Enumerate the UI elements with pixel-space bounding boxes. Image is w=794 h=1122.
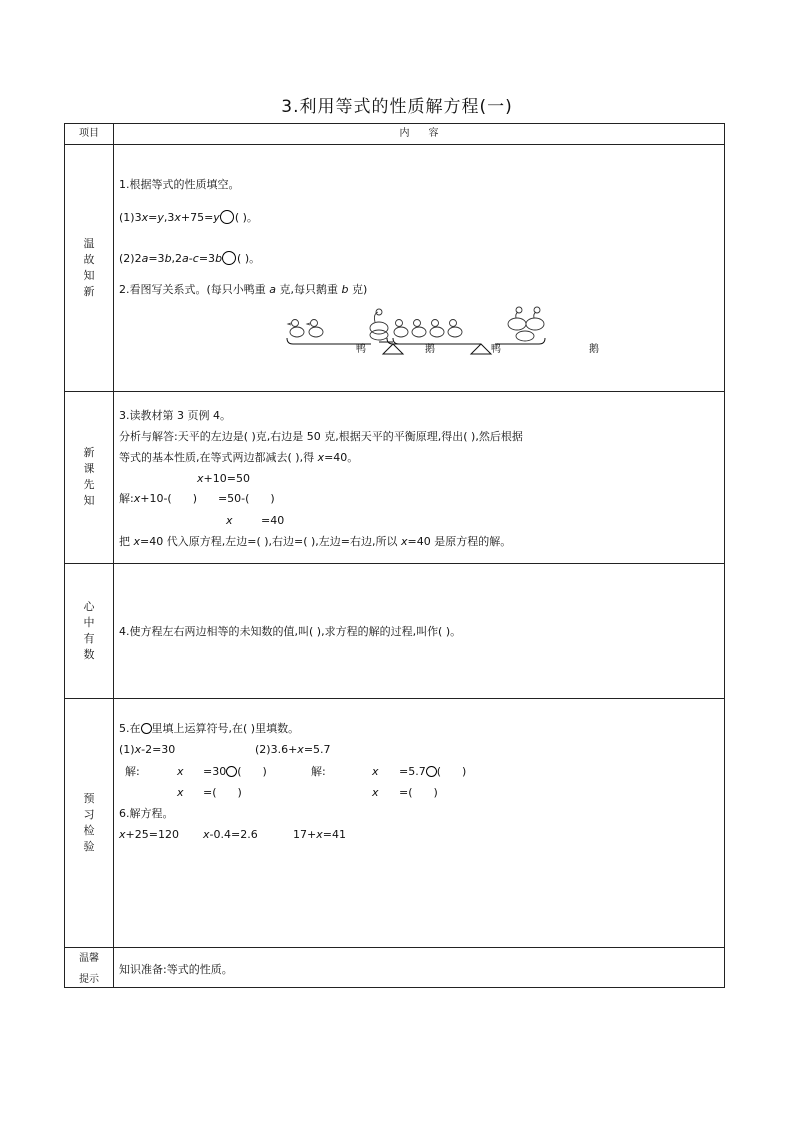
equation-line1: x+10=50 — [197, 472, 250, 485]
q5-p1-row2: =( ) — [203, 786, 242, 799]
row-divider — [65, 563, 724, 564]
duck-icon — [394, 320, 408, 338]
label-check: 预习检验 — [83, 791, 95, 853]
q5-solution-label: 解: — [125, 765, 140, 778]
q5-p1-row1: =30 ( ) — [203, 765, 267, 778]
worksheet-table — [64, 123, 725, 988]
equation-line3: x — [226, 514, 233, 527]
row-divider — [65, 144, 724, 145]
q2-text: 2.看图写关系式。(每只小鸭重 a 克,每只鹅重 b 克) — [119, 283, 368, 296]
duck-icon — [430, 320, 444, 338]
q5-solution-label: 解: — [311, 765, 326, 778]
duck-icon — [448, 320, 462, 338]
q1-part2: (2)2a=3b,2a-c=3b ( )。 — [119, 252, 261, 265]
page-title: 3.利用等式的性质解方程(一) — [281, 97, 513, 117]
scale-label-duck: 鸭 — [491, 344, 501, 355]
q6-eq3: 17+x=41 — [293, 828, 346, 841]
operator-circle — [426, 766, 437, 777]
row-divider — [65, 947, 724, 948]
operator-circle — [141, 723, 152, 734]
tips-text: 知识准备:等式的性质。 — [119, 963, 233, 976]
label-mind: 心中有数 — [83, 599, 95, 661]
operator-circle — [222, 251, 236, 265]
analysis-line1: 分析与解答:天平的左边是( )克,右边是 50 克,根据天平的平衡原理,得出( ),然后根据 — [119, 430, 523, 443]
goose-icon — [516, 331, 534, 341]
label-new-lesson: 新课先知 — [83, 446, 95, 507]
goose-icon — [370, 309, 388, 340]
duck-icon — [288, 320, 304, 338]
q5-p2-row2: =( ) — [399, 786, 438, 799]
column-divider — [113, 124, 114, 987]
header-item: 项目 — [79, 128, 99, 139]
q6-eq1: x+25=120 — [119, 828, 179, 841]
q5-part1: (1)x-2=30 — [119, 743, 176, 756]
scale-label-goose: 鹅 — [589, 344, 599, 355]
q6-text: 6.解方程。 — [119, 807, 174, 820]
q5-p2-row1: =5.7 ( ) — [399, 765, 467, 778]
operator-circle — [220, 210, 234, 224]
q1-part1: (1)3x=y,3x+75=y ( )。 — [119, 211, 258, 224]
operator-circle — [226, 766, 237, 777]
q5-x: x — [372, 765, 379, 778]
q5-x: x — [177, 765, 184, 778]
q3-text: 3.读教材第 3 页例 4。 — [119, 409, 231, 422]
header-content: 内 容 — [399, 128, 439, 139]
duck-icon — [412, 320, 426, 338]
label-review: 温故知新 — [83, 236, 95, 298]
q5-part2: (2)3.6+x=5.7 — [255, 743, 331, 756]
verify-line: 把 x=40 代入原方程,左边=( ),右边=( ),左边=右边,所以 x=40 是原方程的解。 — [119, 535, 512, 548]
q1-text: 1.根据等式的性质填空。 — [119, 178, 240, 191]
q5-text: 5.在 里填上运算符号,在( )里填数。 — [119, 722, 300, 735]
q6-eq2: x-0.4=2.6 — [203, 828, 258, 841]
scale-label-goose: 鹅 — [425, 344, 435, 355]
equation-line2: 解:x+10-( ) =50-( ) — [119, 492, 275, 505]
scale-label-duck: 鸭 — [356, 344, 366, 355]
label-tips: 温馨 提示 — [79, 953, 99, 985]
goose-icon — [508, 307, 526, 330]
duck-icon — [307, 320, 323, 338]
row-divider — [65, 698, 724, 699]
row-divider — [65, 391, 724, 392]
balance-scale-illustration — [283, 302, 553, 362]
q5-x: x — [372, 786, 379, 799]
goose-icon — [526, 307, 544, 330]
analysis-line2: 等式的基本性质,在等式两边都减去( ),得 x=40。 — [119, 451, 359, 464]
q5-x: x — [177, 786, 184, 799]
equation-line3-rhs: =40 — [261, 514, 285, 527]
q4-text: 4.使方程左右两边相等的未知数的值,叫( ),求方程的解的过程,叫作( )。 — [119, 625, 462, 638]
